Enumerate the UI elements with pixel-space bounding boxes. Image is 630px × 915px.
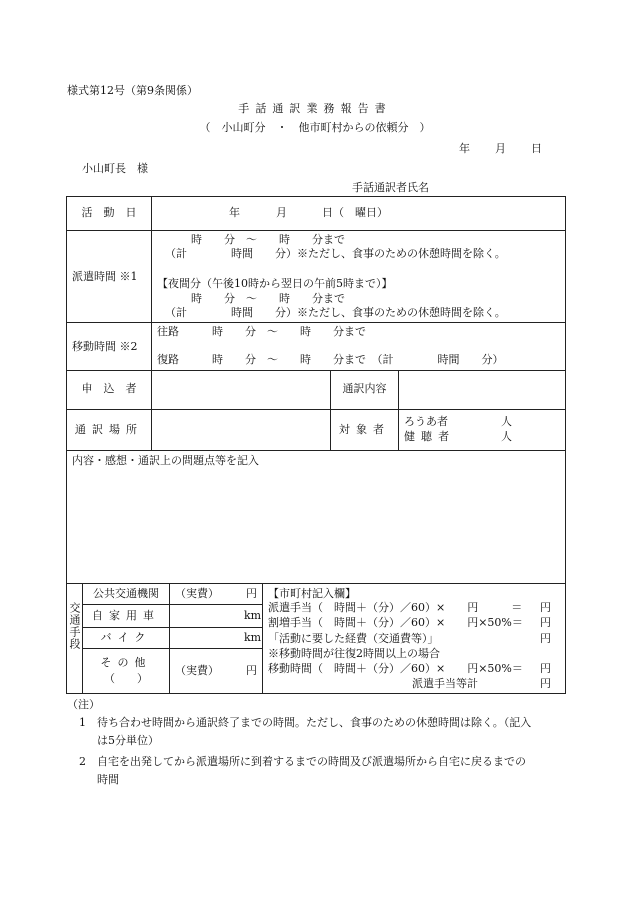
night-time-range: 時 分 ～ 時 分まで	[191, 292, 345, 305]
municipal-dispatch-allowance: 派遣手当（ 時間＋（分）／60）× 円 ＝	[268, 601, 523, 614]
dispatch-time-label: 派遣時間 ※1	[72, 270, 138, 283]
interpreter-name-label: 手話通訳者氏名	[352, 181, 429, 194]
municipal-title: 【市町村記入欄】	[268, 587, 356, 600]
travel-outbound: 往路 時 分 ～ 時 分まで	[157, 325, 366, 338]
footnote-1-line2: は5分単位）	[97, 734, 159, 747]
document-title: 手話通訳業務報告書	[238, 102, 392, 115]
date-year: 年	[459, 142, 470, 155]
addressee: 小山町長 様	[82, 162, 148, 175]
form-number: 様式第12号（第9条関係）	[67, 84, 198, 97]
document-subtitle: （ 小山町分 ・ 他市町村からの依頼分 ）	[199, 121, 431, 134]
activity-year: 年	[229, 206, 240, 219]
deaf-count-unit: 人	[501, 415, 512, 428]
municipal-expenses-unit: 円	[540, 632, 551, 645]
hearing-count-label: 健聴者	[404, 430, 456, 443]
deaf-count-label: ろうあ者	[404, 415, 448, 428]
hearing-count-unit: 人	[501, 430, 512, 443]
date-month: 月	[495, 142, 506, 155]
footnote-2-line1: 2 自宅を出発してから派遣場所に到着するまでの時間及び派遣場所から自宅に戻るまでの	[79, 755, 526, 768]
transport-row-other-name: その他	[100, 656, 152, 669]
transport-row-public-detail: （実費）	[175, 587, 219, 600]
transport-section-label: 交通手段	[68, 602, 81, 650]
night-time-label: 【夜間分（午後10時から翌日の午前5時まで）】	[157, 277, 393, 290]
transport-row-bike-unit: km	[244, 631, 262, 644]
transport-row-other-paren: （ ）	[104, 672, 148, 685]
interpretation-content-label: 通訳内容	[342, 382, 387, 395]
municipal-expenses: 「活動に要した経費（交通費等）」	[268, 632, 439, 645]
transport-row-public-name: 公共交通機関	[93, 587, 159, 600]
notes-label: 内容・感想・通訳上の問題点等を記入	[72, 454, 259, 467]
municipal-travel-note: ※移動時間が往復2時間以上の場合	[268, 647, 440, 660]
transport-row-other-detail: （実費）	[175, 664, 219, 677]
footnote-heading: （注）	[67, 698, 100, 711]
transport-row-other-unit: 円	[246, 664, 257, 677]
activity-date-label: 活 動 日	[81, 206, 137, 219]
applicant-label: 申 込 者	[81, 382, 137, 395]
interpretation-place-label: 通訳場所	[74, 423, 144, 436]
municipal-total-label: 派遣手当等計	[412, 677, 478, 690]
municipal-travel-allowance-unit: 円	[540, 662, 551, 675]
activity-month: 月	[276, 206, 287, 219]
municipal-extra-allowance: 割増手当（ 時間＋（分）／60）× 円×50%＝	[268, 616, 523, 629]
target-person-label: 対象者	[338, 423, 391, 436]
municipal-travel-allowance: 移動時間（ 時間＋（分）／60）× 円×50%＝	[268, 662, 523, 675]
dispatch-time-total: （計 時間 分）※ただし、食事のための休憩時間を除く。	[165, 247, 506, 260]
travel-time-label: 移動時間 ※2	[72, 340, 138, 353]
transport-row-car-name: 自家用車	[91, 609, 161, 622]
dispatch-time-range: 時 分 ～ 時 分まで	[191, 233, 345, 246]
transport-row-public-unit: 円	[246, 587, 257, 600]
municipal-dispatch-allowance-unit: 円	[540, 601, 551, 614]
municipal-total-unit: 円	[540, 677, 551, 690]
transport-row-car-unit: km	[244, 609, 262, 622]
travel-return: 復路 時 分 ～ 時 分まで （計 時間 分）	[157, 353, 504, 366]
activity-day-weekday: 日（ 曜日）	[322, 206, 388, 219]
municipal-extra-allowance-unit: 円	[540, 616, 551, 629]
transport-row-bike-name: バイク	[100, 631, 152, 644]
date-day: 日	[531, 142, 542, 155]
footnote-1-line1: 1 待ち合わせ時間から通訳終了までの時間。ただし、食事のための休憩時間は除く。（記入	[79, 716, 532, 729]
night-time-total: （計 時間 分）※ただし、食事のための休憩時間を除く。	[165, 306, 506, 319]
footnote-2-line2: 時間	[97, 773, 119, 786]
